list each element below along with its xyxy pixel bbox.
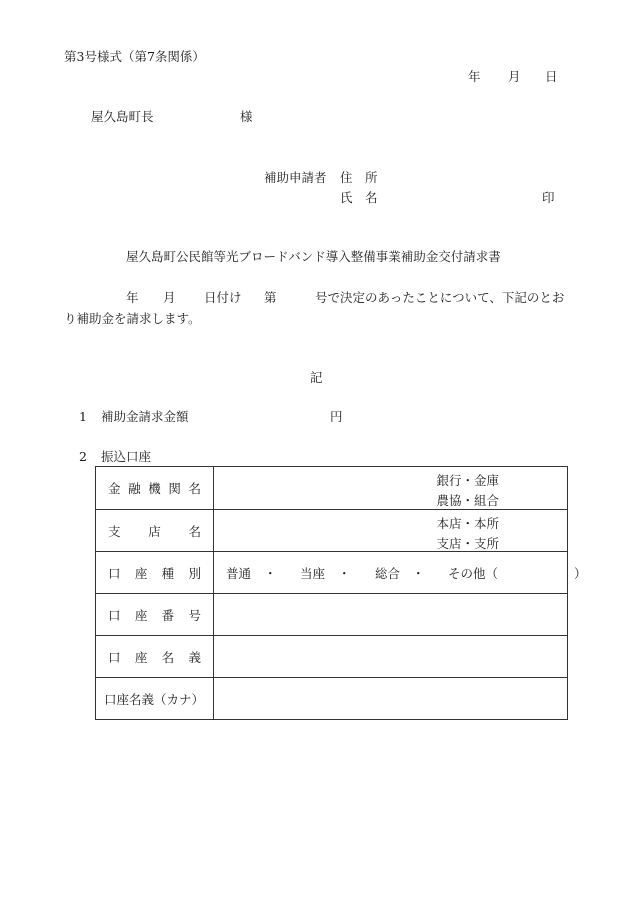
table-row xyxy=(96,552,568,594)
body-month: 月 xyxy=(163,290,176,305)
ki-heading: 記 xyxy=(310,370,323,385)
table-row xyxy=(96,467,568,510)
item1-label: 補助金請求金額 xyxy=(101,409,189,424)
body-line2: り補助金を請求します。 xyxy=(64,311,201,326)
branch-name-field[interactable] xyxy=(214,510,568,552)
bank-account-table xyxy=(95,466,587,720)
label-char: 座 xyxy=(134,649,148,665)
table-row xyxy=(96,510,568,552)
account-holder-kana-label xyxy=(96,678,214,720)
label-char: 座 xyxy=(134,607,148,623)
applicant-address-label: 住 所 xyxy=(340,170,378,185)
type-other-close: ） xyxy=(574,565,587,581)
document-title: 屋久島町公民館等光ブロードバンド導入整備事業補助金交付請求書 xyxy=(126,249,501,264)
applicant-role: 補助申請者 xyxy=(264,170,327,185)
item1-unit: 円 xyxy=(330,409,343,424)
type-separator: ・ xyxy=(412,565,425,581)
label-char: 名 xyxy=(188,523,201,539)
branch-name-label xyxy=(96,510,214,552)
label-char: 口 xyxy=(108,607,121,623)
label-char: 口 xyxy=(108,565,121,581)
type-separator: ・ xyxy=(264,565,277,581)
account-holder-field[interactable] xyxy=(214,636,568,678)
branch-option-main: 本店・本所 xyxy=(436,516,499,531)
type-general: 総合 xyxy=(375,565,401,581)
label-char: 種 xyxy=(161,565,175,581)
body-no: 第 xyxy=(264,290,277,305)
table-row xyxy=(96,678,568,720)
institution-option-ja: 農協・組合 xyxy=(436,493,499,508)
account-holder-kana-field[interactable] xyxy=(214,678,568,720)
item2-label: 振込口座 xyxy=(101,449,152,464)
date-year: 年 xyxy=(468,69,481,84)
label-char: 金 xyxy=(108,481,121,496)
table-row xyxy=(96,636,568,678)
addressee-honorific: 様 xyxy=(240,109,253,124)
label-char: 座 xyxy=(134,565,148,581)
financial-institution-field[interactable] xyxy=(214,467,568,510)
addressee-name: 屋久島町長 xyxy=(91,109,154,124)
account-type-field[interactable] xyxy=(214,552,587,594)
type-current: 当座 xyxy=(300,565,326,581)
label-char: 義 xyxy=(188,649,201,665)
date-day: 日 xyxy=(545,69,558,84)
label-char: 番 xyxy=(161,607,175,623)
applicant-name-label: 氏 名 xyxy=(340,190,378,205)
label-char: 支 xyxy=(108,523,121,539)
label-char: 融 xyxy=(128,481,141,496)
label-char: 名 xyxy=(188,481,201,496)
label-char: 店 xyxy=(148,523,161,539)
type-separator: ・ xyxy=(338,565,351,581)
type-ordinary: 普通 xyxy=(226,565,252,581)
account-type-label xyxy=(96,552,214,594)
date-month: 月 xyxy=(508,69,521,84)
type-other: その他（ xyxy=(448,565,499,581)
label-char: 機 xyxy=(148,481,161,496)
branch-option-sub: 支店・支所 xyxy=(436,536,499,551)
body-dated: 日付け xyxy=(204,290,242,305)
label-text: 口座名義（カナ） xyxy=(104,691,205,707)
financial-institution-label xyxy=(96,467,214,510)
table-row xyxy=(96,594,568,636)
seal-mark: 印 xyxy=(542,190,555,205)
item2-number: 2 xyxy=(79,449,87,464)
label-char: 名 xyxy=(161,649,175,665)
label-char: 関 xyxy=(168,481,181,496)
account-number-label xyxy=(96,594,214,636)
institution-option-bank: 銀行・金庫 xyxy=(436,473,499,488)
body-rest: 号で決定のあったことについて、下記のとお xyxy=(315,290,565,305)
body-year: 年 xyxy=(126,290,139,305)
item1-number: 1 xyxy=(79,409,87,424)
label-char: 別 xyxy=(188,565,201,581)
account-holder-label xyxy=(96,636,214,678)
label-char: 号 xyxy=(188,607,201,623)
account-number-field[interactable] xyxy=(214,594,568,636)
label-char: 口 xyxy=(108,649,121,665)
form-number: 第3号様式（第7条関係） xyxy=(64,49,205,64)
